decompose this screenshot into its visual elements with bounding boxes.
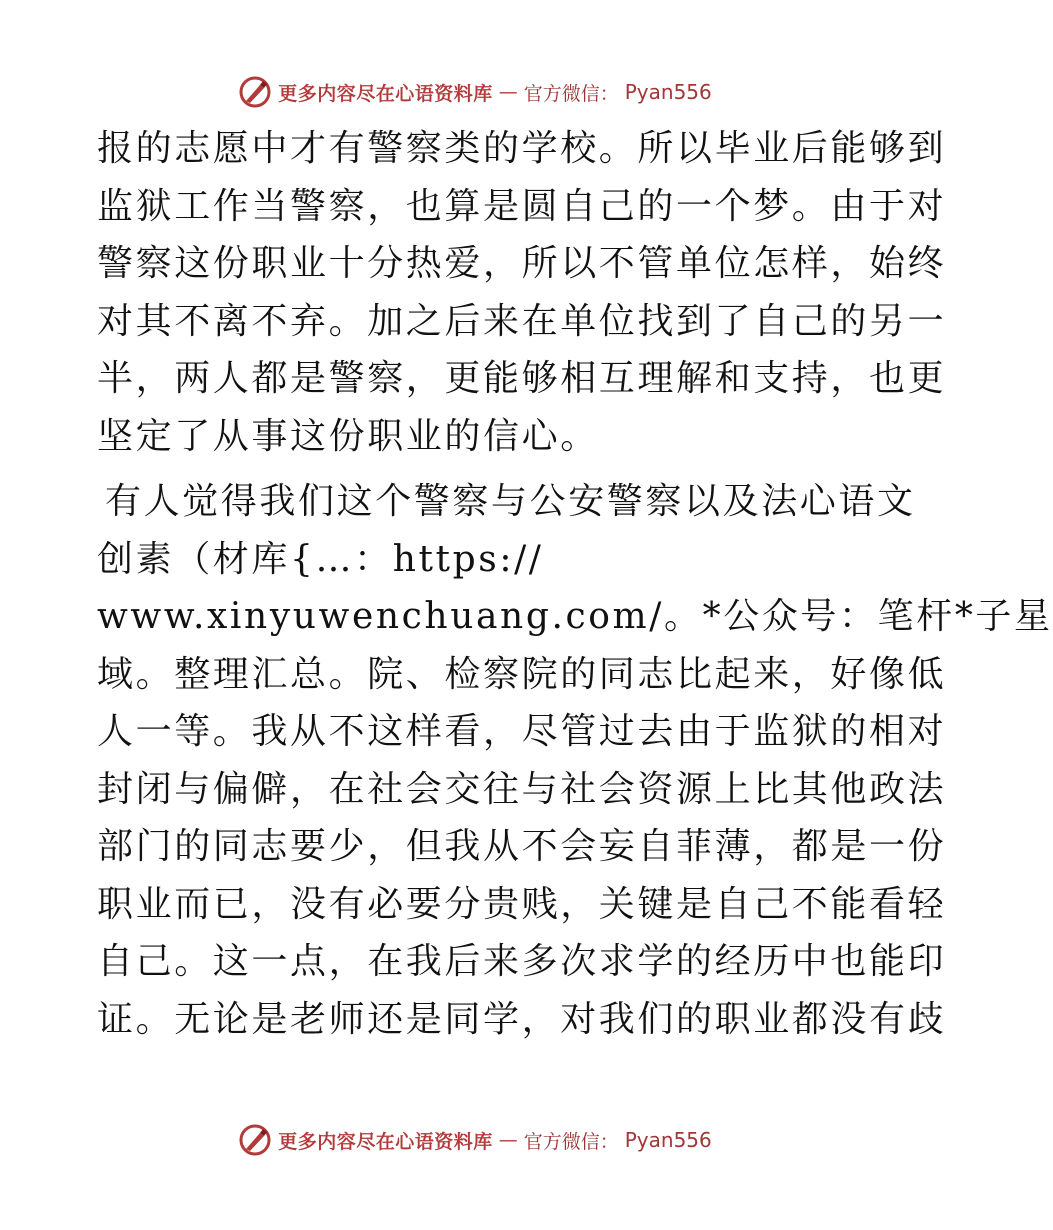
banner-separator: — [498,1129,518,1151]
text-line: 坚定了从事这份职业的信心。 [97,415,599,457]
banner-wechat-label: 官方微信： [523,1130,619,1153]
banner-wechat-id: Pyan556 [624,80,712,104]
banner-wechat-id: Pyan556 [624,1128,712,1152]
text-line: 警察这份职业十分热爱，所以不管单位怎样，始终 [97,243,947,284]
banner-ad-text: 更多内容尽在心语资料库 [278,82,493,105]
text-line: 监狱工作当警察，也算是圆自己的一个梦。由于对 [97,185,947,227]
pen-logo-icon [238,75,272,109]
pen-logo-icon [238,1123,272,1157]
text-line: 封闭与偏僻，在社会交往与社会资源上比其他政法 [97,768,947,810]
text-line: 自己。这一点，在我后来多次求学的经历中也能印 [97,941,947,982]
text-line: www.xinyuwenchuang.com/。*公众号：笔杆*子星 [97,596,1053,637]
text-line: 证。无论是老师还是同学，对我们的职业都没有歧 [97,998,947,1040]
text-line: 职业而已，没有必要分贵贱，关键是自己不能看轻 [97,883,947,925]
text-line: 报的志愿中才有警察类的学校。所以毕业后能够到 [97,128,947,169]
text-line: 人一等。我从不这样看，尽管过去由于监狱的相对 [97,711,947,752]
text-line: 部门的同志要少，但我从不会妄自菲薄，都是一份 [97,826,947,867]
paragraph-2 [97,473,1053,1048]
banner-wechat-label: 官方微信： [523,82,619,105]
text-line: 创素（材库{…：https:// [97,538,544,580]
banner-separator: — [498,81,518,103]
footer-banner [0,1120,950,1160]
document-body [97,120,1053,1048]
paragraph-1 [97,120,947,465]
text-line: 半，两人都是警察，更能够相互理解和支持，也更 [97,358,947,399]
banner-ad-text: 更多内容尽在心语资料库 [278,1130,493,1153]
header-banner [0,72,950,112]
text-line: 对其不离不弃。加之后来在单位找到了自己的另一 [97,300,947,342]
text-line: 域。整理汇总。院、检察院的同志比起来，好像低 [97,653,947,695]
text-line: 有人觉得我们这个警察与公安警察以及法心语文 [105,481,916,522]
